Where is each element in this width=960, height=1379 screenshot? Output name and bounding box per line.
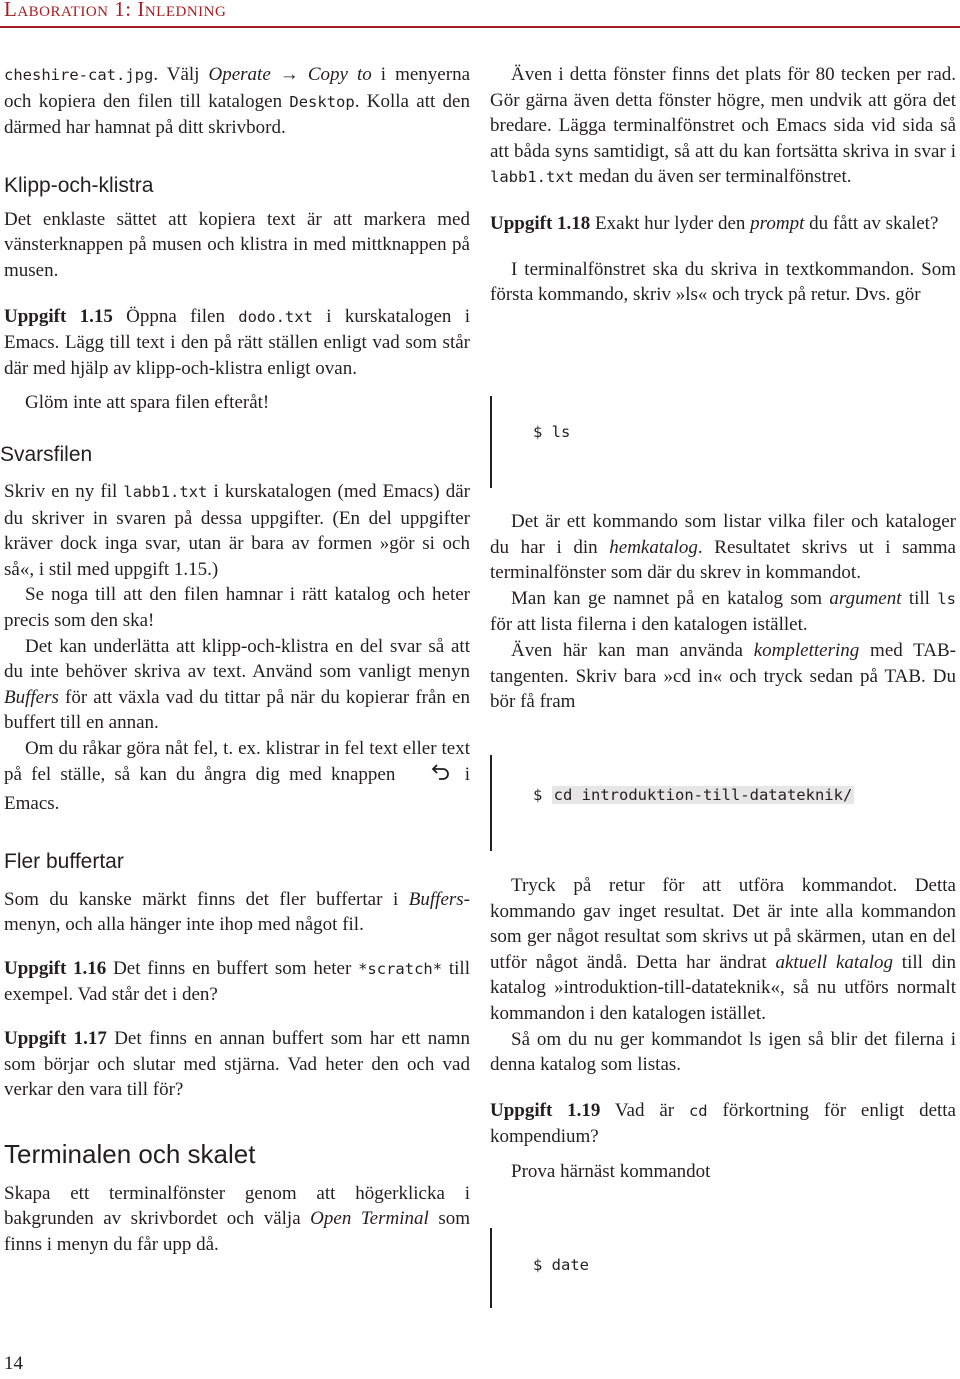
svarsfilen-paragraph-3: Det kan underlätta att klipp-och-klistra en del svar så att du inte behöver skriva av text. Använd som vanligt menyn Buffers för att växla vad du tittar på när du kopierar från en buffert till en annan. <box>4 635 470 734</box>
code-bar-ls <box>490 396 492 488</box>
header-rule <box>0 26 960 28</box>
ls-explanation-paragraph: Det är ett kommando som listar vilka filer och kataloger du har i din hemkatalog. Resultatet skrivs ut i samma terminalfönster som där du skrev in kommandot. <box>490 511 956 584</box>
intro-paragraph: cheshire-cat.jpg. Välj Operate → Copy to i menyerna och kopiera den filen till katalogen Desktop. Kolla att den därmed har hamnat på ditt skrivbord. <box>4 64 470 139</box>
section-heading-svarsfilen: Svarsfilen <box>0 442 93 466</box>
exercise-1-19: Uppgift 1.19 Vad är cd förkortning för enligt detta kompendium? <box>490 1099 956 1148</box>
exercise-1-15: Uppgift 1.15 Öppna filen dodo.txt i kurskatalogen i Emacs. Lägg till text i den på rätt ställen enligt vad som står där med hjälp av klipp-och-klistra enligt ovan. <box>4 305 470 379</box>
date-intro-paragraph: Prova härnäst kommandot <box>511 1160 711 1182</box>
section-heading-fler-buffertar: Fler buffertar <box>4 849 124 873</box>
exercise-1-17: Uppgift 1.17 Det finns en annan buffert som har ett namn som börjar och slutar med stjärna. Vad heter den och vad verkar den vara till för? <box>4 1028 471 1101</box>
exercise-1-16: Uppgift 1.16 Det finns en buffert som heter *scratch* till exempel. Vad står det i den? <box>4 957 470 1006</box>
svarsfilen-paragraph-2: Se noga till att den filen hamnar i rätt katalog och heter precis som den ska! <box>4 584 470 631</box>
exercise-1-18: Uppgift 1.18 Exakt hur lyder den prompt du fått av skalet? <box>490 212 939 234</box>
code-date: $ date <box>533 1256 589 1274</box>
ls-again-paragraph: Så om du nu ger kommandot ls igen så blir det filerna i denna katalog som listas. <box>490 1028 956 1076</box>
cd-explanation-paragraph: Tryck på retur för att utföra kommandot. Detta kommando gav inget resultat. Det är inte alla kommandon som ger något resultat som skrivs ut på skärmen, utan en del utför något ändå. Detta har ändrat aktuell katalog till din katalog »introduktion-till-datateknik«, så nu utförs normalt kommandon i den katalogen istället. <box>490 875 956 1024</box>
completion-paragraph: Även här kan man använda komplettering med TAB-tangenten. Skriv bara »cd in« och tryck sedan på TAB. Du bör få fram <box>490 639 956 713</box>
terminal-width-paragraph: Även i detta fönster finns det plats för 80 tecken per rad. Gör gärna även detta fönster högre, men undvik att göra det bredare. Lägga terminalfönstret och Emacs sida vid sida så att båda syns samtidigt, så att du kan fortsätta skriva in svar i labb1.txt medan du även ser terminalfönstret. <box>490 64 956 188</box>
chapter-heading-terminalen: Terminalen och skalet <box>4 1138 256 1169</box>
svarsfilen-paragraph-4: Om du råkar göra nåt fel, t. ex. klistrar in fel text eller text på fel ställe, så kan du ångra dig med knappen i Emacs. <box>4 737 470 815</box>
right-column-top <box>490 62 956 308</box>
argument-paragraph: Man kan ge namnet på en katalog som argument till ls för att lista filerna i den katalogen istället. <box>490 587 956 636</box>
right-column-middle <box>490 509 956 715</box>
terminalen-paragraph: Skapa ett terminalfönster genom att högerklicka i bakgrunden av skrivbordet och välja Open Terminal som finns i menyn du får upp då. <box>4 1182 470 1255</box>
left-column <box>0 62 471 1258</box>
svarsfilen-paragraph: Skriv en ny fil labb1.txt i kurskatalogen (med Emacs) där du skriver in svaren på dessa uppgifter. (En del uppgifter kräver dock inga svar, utan är bara av formen »gör si och så«, i stil med uppgift 1.15.) <box>4 480 470 580</box>
right-column-bottom <box>490 873 956 1185</box>
code-bar-date <box>490 1228 492 1308</box>
code-cd: $ cd introduktion-till-datateknik/ <box>533 786 853 804</box>
fler-buffertar-paragraph: Som du kanske märkt finns det fler buffertar i Buffers-menyn, och alla hänger inte ihop med något fil. <box>4 888 470 936</box>
exercise-1-15-note: Glöm inte att spara filen efteråt! <box>25 392 270 414</box>
code-bar-cd <box>490 755 492 851</box>
running-header: Laboration 1: Inledning <box>4 0 227 21</box>
ls-intro-paragraph: I terminalfönstret ska du skriva in textkommandon. Som första kommando, skriv »ls« och tryck på retur. Dvs. gör <box>490 258 956 306</box>
section-heading-klipp: Klipp-och-klistra <box>4 173 154 197</box>
page-number: 14 <box>4 1353 23 1374</box>
code-ls: $ ls <box>533 423 571 441</box>
klipp-paragraph: Det enklaste sättet att kopiera text är att markera med vänsterknappen på musen och klistra in med mittknappen på musen. <box>4 208 470 281</box>
undo-icon <box>409 761 452 791</box>
